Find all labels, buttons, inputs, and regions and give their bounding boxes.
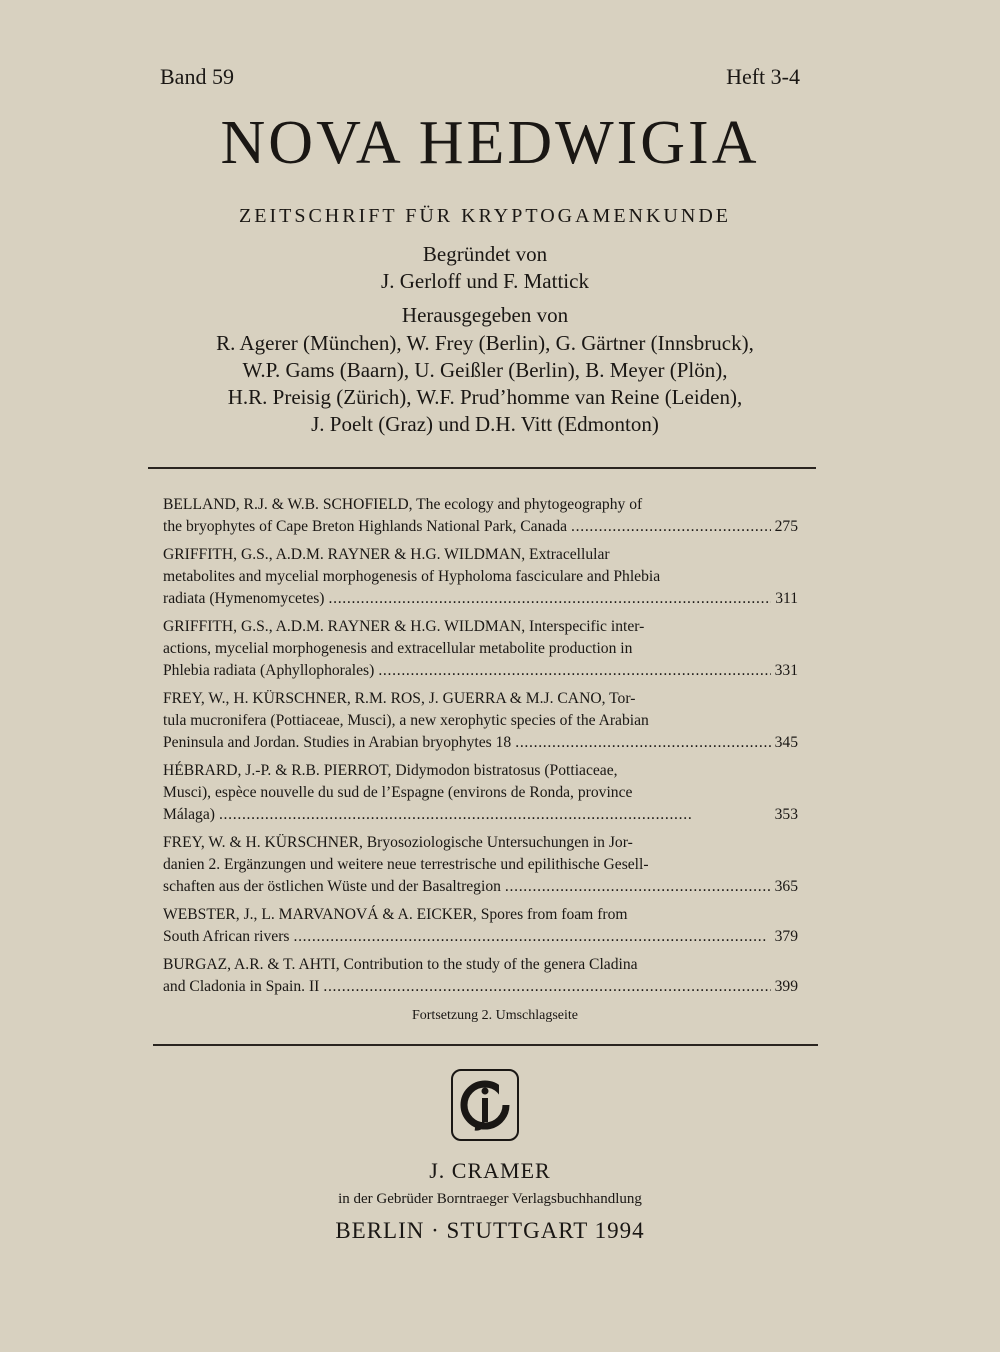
toc-entry (163, 904, 798, 948)
publisher-city-year: BERLIN · STUTTGART 1994 (335, 1218, 645, 1243)
toc-line: radiata (Hymenomycetes) (163, 590, 325, 607)
editors-line: J. Poelt (Graz) und D.H. Vitt (Edmonton) (311, 412, 659, 436)
toc-line: actions, mycelial morphogenesis and extracellular metabolite production in (163, 640, 633, 657)
publisher-subtitle: in der Gebrüder Borntraeger Verlagsbuchhandlung (338, 1191, 642, 1207)
editors-line: H.R. Preisig (Zürich), W.F. Prud’homme van Reine (Leiden), (227, 385, 743, 409)
toc-line: and Cladonia in Spain. II (163, 978, 320, 995)
edited-label: Herausgegeben von (401, 303, 569, 327)
divider (153, 1044, 818, 1046)
toc-page-number: 345 (774, 734, 798, 751)
toc-line: HÉBRARD, J.-P. & R.B. PIERROT, Didymodon bistratosus (Pottiaceae, (163, 762, 618, 779)
toc-line: tula mucronifera (Pottiaceae, Musci), a new xerophytic species of the Arabian (163, 712, 649, 729)
toc-line: GRIFFITH, G.S., A.D.M. RAYNER & H.G. WILDMAN, Interspecific inter- (163, 618, 645, 635)
toc-line: BURGAZ, A.R. & T. AHTI, Contribution to the study of the genera Cladina (163, 956, 638, 973)
leader-dots (323, 976, 770, 998)
toc-line: WEBSTER, J., L. MARVANOVÁ & A. EICKER, Spores from foam from (163, 906, 628, 923)
toc-line: the bryophytes of Cape Breton Highlands National Park, Canada (163, 518, 568, 535)
toc-line: BELLAND, R.J. & W.B. SCHOFIELD, The ecology and phytogeography of (163, 496, 643, 513)
leader-dots (378, 660, 770, 682)
editors-line: R. Agerer (München), W. Frey (Berlin), G. Gärtner (Innsbruck), (216, 331, 754, 355)
toc-entry (163, 494, 798, 538)
publisher-name: J. CRAMER (429, 1158, 551, 1183)
toc-page-number: 331 (774, 662, 798, 679)
toc-entry (163, 760, 798, 826)
toc-line: GRIFFITH, G.S., A.D.M. RAYNER & H.G. WILDMAN, Extracellular (163, 546, 610, 563)
leader-dots (329, 588, 772, 610)
toc-line: FREY, W., H. KÜRSCHNER, R.M. ROS, J. GUERRA & M.J. CANO, Tor- (163, 690, 636, 707)
divider (148, 467, 816, 469)
toc-line: danien 2. Ergänzungen und weitere neue terrestrische und epilithische Gesell- (163, 856, 649, 873)
toc-line: metabolites and mycelial morphogenesis of Hypholoma fasciculare and Phlebia (163, 568, 661, 585)
toc-line: Phlebia radiata (Aphyllophorales) (163, 662, 375, 679)
toc-line: Málaga) (163, 806, 215, 823)
editors-line: W.P. Gams (Baarn), U. Geißler (Berlin), B. Meyer (Plön), (242, 358, 728, 382)
toc-entry (163, 688, 798, 754)
issue-label: Heft 3-4 (726, 64, 800, 89)
leader-dots (515, 732, 770, 754)
continuation-note: Fortsetzung 2. Umschlagseite (411, 1008, 579, 1023)
leader-dots (571, 516, 771, 538)
founders: J. Gerloff und F. Mattick (381, 269, 589, 293)
toc-entry (163, 544, 798, 610)
toc-page-number: 365 (774, 878, 798, 895)
toc-page-number: 379 (774, 928, 798, 945)
journal-subtitle: ZEITSCHRIFT FÜR KRYPTOGAMENKUNDE (239, 205, 731, 227)
leader-dots (505, 876, 771, 898)
founded-label: Begründet von (422, 242, 548, 266)
toc-page-number: 353 (774, 806, 798, 823)
toc-page-number: 399 (774, 978, 798, 995)
volume-label: Band 59 (160, 64, 234, 89)
publisher-logo-icon (451, 1069, 519, 1141)
toc-line: FREY, W. & H. KÜRSCHNER, Bryosoziologische Untersuchungen in Jor- (163, 834, 633, 851)
toc-entry (163, 954, 798, 998)
toc-page-number: 275 (774, 518, 798, 535)
toc-line: schaften aus der östlichen Wüste und der Basaltregion (163, 878, 501, 895)
toc-line: Peninsula and Jordan. Studies in Arabian bryophytes 18 (163, 734, 512, 751)
leader-dots (293, 926, 770, 948)
toc-line: Musci), espèce nouvelle du sud de l’Espagne (environs de Ronda, province (163, 784, 633, 801)
toc-line: South African rivers (163, 928, 290, 945)
toc-entry (163, 832, 798, 898)
leader-dots (219, 804, 771, 826)
toc-page-number: 311 (775, 590, 798, 607)
toc-entry (163, 616, 798, 682)
journal-title: NOVA HEDWIGIA (220, 109, 760, 177)
table-of-contents (163, 494, 798, 1004)
